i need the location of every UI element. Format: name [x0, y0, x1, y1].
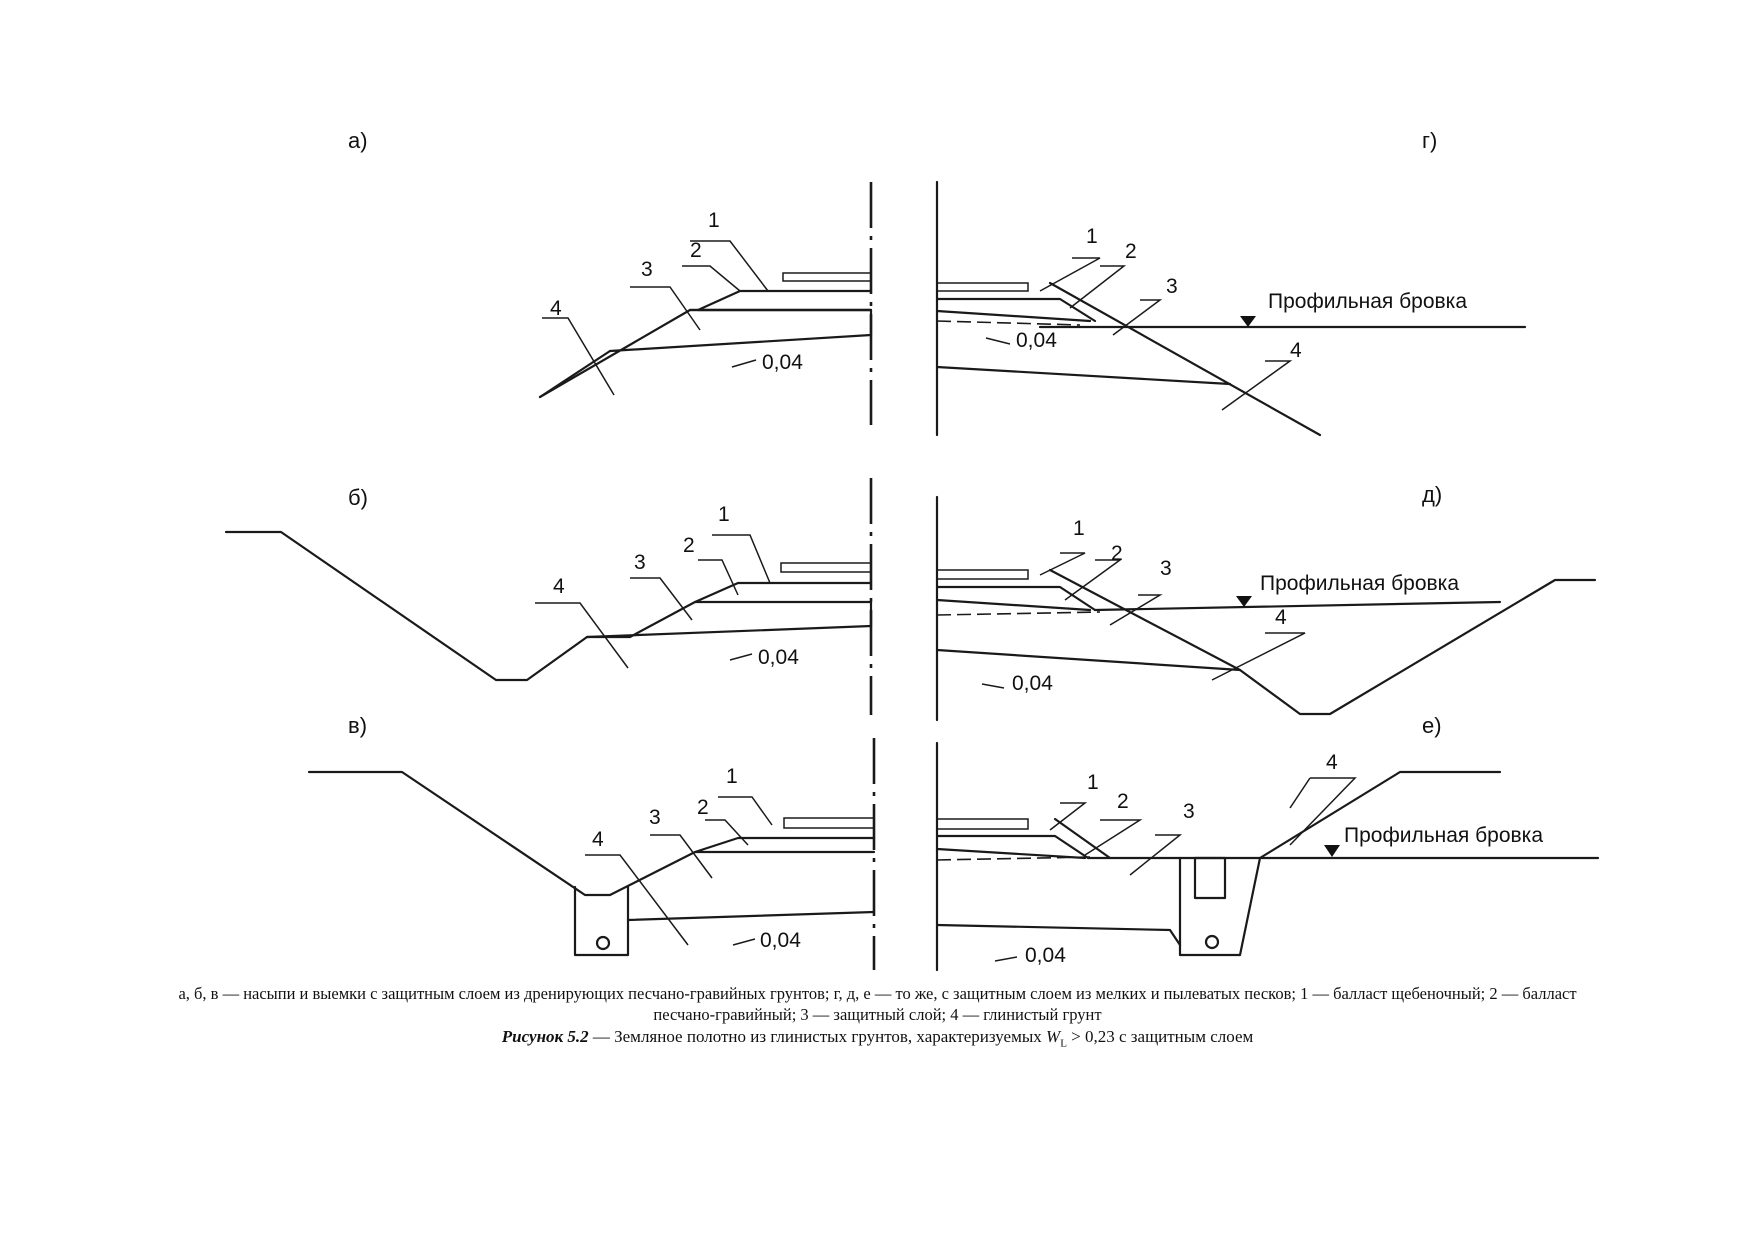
callout-4: 4 — [553, 575, 565, 598]
leader-1 — [1040, 258, 1100, 291]
callout-2: 2 — [1125, 240, 1137, 263]
callout-4: 4 — [1275, 606, 1287, 629]
slope-arrow — [986, 338, 1010, 344]
callout-4: 4 — [1326, 751, 1338, 774]
panel-g — [937, 128, 1525, 435]
panel-g-label: г) — [1422, 128, 1438, 153]
callout-1: 1 — [1086, 225, 1098, 248]
callout-4: 4 — [1290, 339, 1302, 362]
caption-title-before: — Земляное полотно из глинистых грунтов, характеризуемых — [588, 1027, 1047, 1046]
panel-d — [937, 482, 1595, 714]
callout-1: 1 — [1087, 771, 1099, 794]
slope-value: 0,04 — [1012, 672, 1053, 695]
callout-3: 3 — [649, 806, 661, 829]
callout-2: 2 — [683, 534, 695, 557]
leader-1 — [712, 535, 770, 583]
slope-arrow — [733, 939, 755, 945]
callout-3: 3 — [1160, 557, 1172, 580]
panel-e — [937, 713, 1598, 967]
leader-2 — [1070, 266, 1124, 308]
drain-pipe — [1206, 936, 1218, 948]
callout-3: 3 — [1166, 275, 1178, 298]
callout-2: 2 — [1111, 542, 1123, 565]
panel-b — [226, 485, 871, 680]
panel-a-label: а) — [348, 128, 368, 153]
brow-marker — [1240, 316, 1256, 327]
profile-brow-label: Профильная бровка — [1268, 290, 1468, 313]
ballast-crushed-stone — [784, 818, 874, 828]
ballast-crushed-stone — [937, 570, 1028, 579]
profile-brow-label: Профильная бровка — [1260, 572, 1460, 595]
profile-brow-line — [1095, 602, 1500, 610]
ballast-crushed-stone — [937, 819, 1028, 829]
slope-value: 0,04 — [762, 351, 803, 374]
caption-title-after: > 0,23 с защитным слоем — [1066, 1027, 1254, 1046]
panel-d-label: д) — [1422, 482, 1443, 507]
slope-value: 0,04 — [760, 929, 801, 952]
ballast-sand-gravel — [698, 291, 871, 310]
callout-1: 1 — [726, 765, 738, 788]
leader-4 — [585, 855, 688, 945]
ballast-sand-gravel — [937, 299, 1095, 321]
protective-layer-top — [937, 600, 1090, 610]
ballast-sand-gravel — [695, 838, 874, 852]
figure-caption — [150, 1027, 1605, 1049]
w-symbol: W — [1046, 1027, 1061, 1046]
leader-4-b — [1290, 778, 1310, 808]
panel-e-label: е) — [1422, 713, 1442, 738]
leader-2 — [698, 560, 738, 595]
callout-2: 2 — [1117, 790, 1129, 813]
ballast-crushed-stone — [781, 563, 871, 572]
leader-2 — [1085, 820, 1140, 855]
brow-marker — [1324, 845, 1340, 857]
callout-1: 1 — [718, 503, 730, 526]
leader-3 — [1130, 835, 1180, 875]
ballast-crushed-stone — [783, 273, 871, 281]
slope-arrow — [982, 684, 1004, 688]
ballast-sand-gravel — [695, 583, 871, 602]
slope-value: 0,04 — [1016, 329, 1057, 352]
leader-1 — [1040, 553, 1085, 575]
slope-arrow — [995, 957, 1017, 961]
panel-v-label: в) — [348, 713, 368, 738]
ballast-sand-gravel — [937, 587, 1095, 610]
subgrade-surface — [587, 626, 871, 637]
callout-4: 4 — [550, 297, 562, 320]
figure-number: Рисунок 5.2 — [501, 1027, 589, 1046]
leader-2 — [682, 266, 740, 291]
protective-layer-top — [937, 849, 1085, 858]
leader-3 — [630, 578, 692, 620]
panel-a — [348, 128, 871, 397]
slope-value: 0,04 — [758, 646, 799, 669]
drain-trench — [575, 887, 628, 955]
panel-b-label: б) — [348, 485, 368, 510]
protective-layer-bottom — [937, 857, 1090, 860]
subgrade-surface — [937, 650, 1240, 670]
callout-2: 2 — [697, 796, 709, 819]
subgrade-surface — [937, 367, 1230, 384]
cut-slope-upper — [1055, 819, 1110, 858]
leader-3 — [650, 835, 712, 878]
callout-3: 3 — [1183, 800, 1195, 823]
protective-layer-bottom — [937, 612, 1100, 615]
brow-marker — [1236, 596, 1252, 607]
callout-1: 1 — [708, 209, 720, 232]
profile-brow-label: Профильная бровка — [1344, 824, 1544, 847]
callout-4: 4 — [592, 828, 604, 851]
panel-v — [309, 713, 874, 955]
drain-trench — [1180, 858, 1260, 955]
slope-arrow — [730, 654, 752, 660]
protective-layer-top — [937, 311, 1090, 321]
figure-legend: а, б, в — насыпи и выемки с защитным слоем из дренирующих песчано-гравийных грунтов; г, д, е — то же, с защитным слоем из мелких и пылеватых песков; 1 — балласт щебеночный; 2 — балласт песчано-гравийный; 3 — защитный слой; 4 — глинистый грунт — [178, 984, 1577, 1024]
ballast-sand-gravel — [937, 836, 1088, 858]
callout-2: 2 — [690, 239, 702, 262]
drain-box — [1195, 858, 1225, 898]
w-subscript: L — [1060, 1037, 1067, 1050]
protective-layer-bottom — [937, 321, 1080, 325]
leader-1 — [1050, 803, 1085, 830]
leader-4 — [1212, 633, 1305, 680]
ballast-crushed-stone — [937, 283, 1028, 291]
callout-3: 3 — [641, 258, 653, 281]
subgrade-surface — [937, 925, 1180, 945]
callout-1: 1 — [1073, 517, 1085, 540]
callout-3: 3 — [634, 551, 646, 574]
subgrade-slope — [540, 351, 610, 397]
slope-value: 0,04 — [1025, 944, 1066, 967]
cut-profile — [226, 532, 695, 680]
leader-2 — [1065, 560, 1120, 600]
drain-pipe — [597, 937, 609, 949]
slope-arrow — [732, 360, 756, 367]
leader-3 — [1113, 300, 1160, 335]
